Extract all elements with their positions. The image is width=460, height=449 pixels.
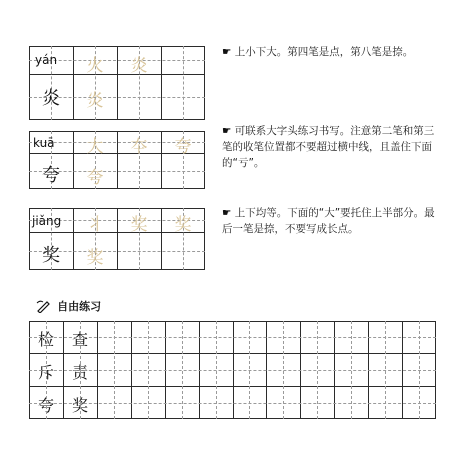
trace-character: 奖 xyxy=(86,248,104,268)
pinyin: jiǎng xyxy=(32,214,62,228)
trace-character: 大 xyxy=(86,137,104,157)
trace-character: 丬 xyxy=(86,215,104,235)
grid-guide xyxy=(29,370,436,371)
practice-character: 责 xyxy=(71,363,88,382)
pinyin: kuā xyxy=(33,136,55,150)
practice-character: 夸 xyxy=(37,396,54,415)
practice-block-2 xyxy=(29,131,205,189)
practice-character: 查 xyxy=(71,330,88,349)
trace-character: 炎 xyxy=(130,56,148,76)
grid-guide xyxy=(29,403,436,404)
trace-character: 奖 xyxy=(130,215,148,235)
tip-text: 上下均等。下面的“大”要托住上半部分。最后一笔是捺，不要写成长点。 xyxy=(222,207,435,235)
grid-guide xyxy=(29,337,436,338)
trace-character: 夲 xyxy=(130,137,148,157)
free-practice-grid xyxy=(29,321,436,419)
pointing-hand-icon: ☛ xyxy=(222,46,232,58)
trace-character: 夸 xyxy=(174,137,192,157)
practice-block-1 xyxy=(29,46,205,120)
practice-character: 奖 xyxy=(71,396,88,415)
section-title: 自由练习 xyxy=(57,300,102,313)
tip-text: 可联系大字头练习书写。注意第二笔和第三笔的收笔位置都不要超过横中线，且盖住下面的“亏”。 xyxy=(222,125,435,169)
model-character: 炎 xyxy=(42,88,60,109)
practice-block-3 xyxy=(29,208,205,270)
model-character: 夸 xyxy=(42,165,60,186)
practice-character: 斥 xyxy=(37,363,54,382)
practice-character: 检 xyxy=(37,330,54,349)
free-practice-header xyxy=(36,295,101,314)
pointing-hand-icon: ☛ xyxy=(222,125,232,137)
trace-character: 夸 xyxy=(86,168,104,188)
writing-tip-1 xyxy=(222,44,440,60)
pointing-hand-icon: ☛ xyxy=(222,207,232,219)
writing-tip-2 xyxy=(222,123,440,171)
writing-tip-3 xyxy=(222,205,440,237)
trace-character: 炎 xyxy=(86,91,104,111)
trace-character: 火 xyxy=(86,56,104,76)
pen-icon xyxy=(36,299,52,313)
model-character: 奖 xyxy=(42,245,60,266)
tip-text: 上小下大。第四笔是点，第八笔是捺。 xyxy=(234,46,414,58)
trace-character: 奖 xyxy=(174,215,192,235)
pinyin: yán xyxy=(35,53,58,67)
